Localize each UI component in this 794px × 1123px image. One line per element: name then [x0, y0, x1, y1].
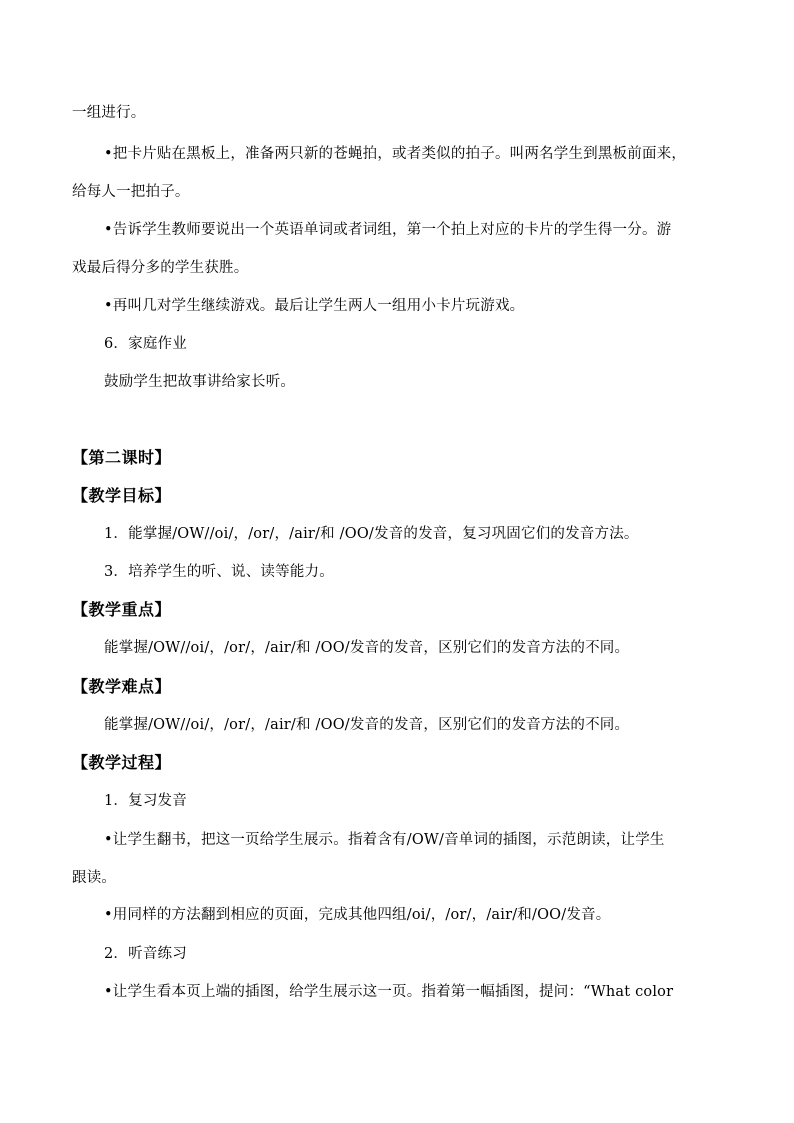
- bullet-line: •把卡片贴在黑板上，准备两只新的苍蝇拍，或者类似的拍子。叫两名学生到黑板前面来，: [104, 146, 687, 162]
- bullet-line: •用同样的方法翻到相应的页面，完成其他四组/oi/，/or/，/air/和/OO/发音。: [104, 907, 611, 923]
- bullet-line: •让学生翻书，把这一页给学生展示。指着含有/OW/音单词的插图，示范朗读，让学生: [104, 832, 665, 848]
- paragraph-line: 一组进行。: [72, 105, 146, 121]
- numbered-item: 2．听音练习: [104, 946, 187, 962]
- paragraph-line: 戏最后得分多的学生获胜。: [72, 260, 249, 276]
- section-heading-difficulties: 【教学难点】: [72, 677, 172, 696]
- paragraph-line: 能掌握/OW//oi/，/or/，/air/和 /OO/发音的发音，区别它们的发音方法的不同。: [104, 717, 630, 733]
- bullet-line: •再叫几对学生继续游戏。最后让学生两人一组用小卡片玩游戏。: [104, 298, 525, 314]
- numbered-item: 3．培养学生的听、说、读等能力。: [104, 564, 334, 580]
- bullet-line: •让学生看本页上端的插图，给学生展示这一页。指着第一幅插图，提问：“What color: [104, 984, 674, 1000]
- numbered-item: 1．能掌握/OW//oi/，/or/，/air/和 /OO/发音的发音，复习巩固它们的发音方法。: [104, 526, 639, 542]
- paragraph-line: 能掌握/OW//oi/，/or/，/air/和 /OO/发音的发音，区别它们的发音方法的不同。: [104, 640, 630, 656]
- paragraph-line: 鼓励学生把故事讲给家长听。: [104, 374, 296, 390]
- section-heading-key-points: 【教学重点】: [72, 600, 172, 619]
- section-heading-procedure: 【教学过程】: [72, 753, 172, 772]
- numbered-item: 1．复习发音: [104, 793, 187, 809]
- paragraph-line: 跟读。: [72, 870, 117, 886]
- numbered-item: 6．家庭作业: [104, 336, 187, 352]
- paragraph-line: 给每人一把拍子。: [72, 184, 190, 200]
- section-heading-objectives: 【教学目标】: [72, 486, 172, 505]
- lesson-heading: 【第二课时】: [72, 448, 172, 467]
- bullet-line: •告诉学生教师要说出一个英语单词或者词组，第一个拍上对应的卡片的学生得一分。游: [104, 222, 672, 238]
